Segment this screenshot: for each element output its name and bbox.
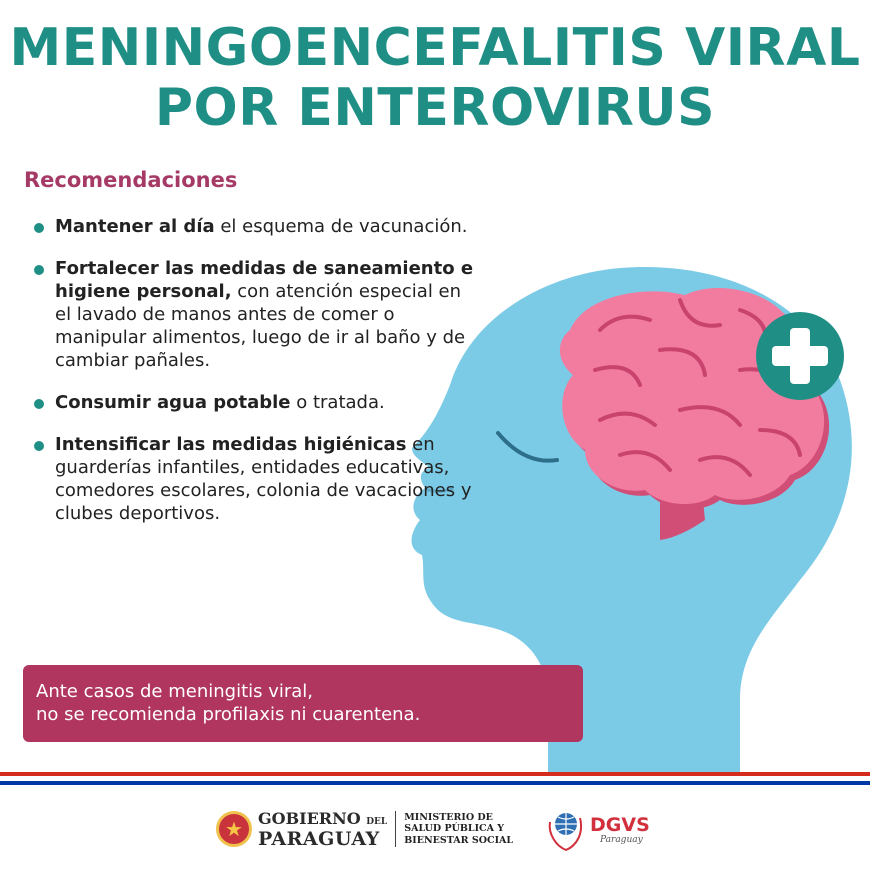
note-line-2: no se recomienda profilaxis ni cuarentena.	[36, 704, 421, 725]
title-line-2: POR ENTEROVIRUS	[154, 78, 716, 138]
plus-icon	[756, 312, 844, 400]
item-bold: Mantener al día	[55, 216, 215, 237]
ministry-name	[404, 812, 513, 847]
ministry-line-2: SALUD PÚBLICA Y	[404, 823, 505, 835]
ministry-line-1: MINISTERIO DE	[404, 811, 493, 823]
item-text: en guarderías infantiles, entidades educativas, comedores escolares, colonia de vacaciones y clubes deportivos.	[55, 434, 472, 524]
section-subtitle: Recomendaciones	[24, 168, 238, 192]
item-text: el esquema de vacunación.	[214, 216, 468, 237]
title-line-1: MENINGOENCEFALITIS VIRAL	[9, 18, 861, 78]
government-name	[258, 810, 387, 848]
gov-line-2: PARAGUAY	[258, 828, 380, 850]
item-bold: Consumir agua potable	[55, 392, 291, 413]
footer	[0, 800, 870, 870]
recommendations-list	[34, 215, 474, 544]
globe-icon	[546, 808, 586, 852]
list-item	[34, 391, 474, 414]
bullet-icon	[34, 223, 44, 233]
shield-icon: ★	[216, 811, 252, 847]
note-line-1: Ante casos de meningitis viral,	[36, 681, 314, 702]
bullet-icon	[34, 265, 44, 275]
list-item	[34, 433, 474, 525]
item-bold: Intensificar las medidas higiénicas	[55, 434, 407, 455]
list-item	[34, 215, 474, 238]
item-text: con atención especial en el lavado de manos antes de comer o manipular alimentos, luego de ir al baño y de cambiar pañales.	[55, 281, 466, 371]
ministry-line-3: BIENESTAR SOCIAL	[404, 834, 514, 846]
dgvs-subtitle: Paraguay	[600, 835, 643, 845]
note-banner	[23, 665, 583, 742]
government-logo	[216, 810, 513, 848]
gov-line-1: GOBIERNO	[258, 809, 361, 828]
bullet-icon	[34, 441, 44, 451]
dgvs-title: DGVS	[590, 814, 650, 836]
dgvs-logo	[546, 808, 650, 852]
stripe-blue	[0, 781, 870, 785]
bullet-icon	[34, 399, 44, 409]
divider	[395, 811, 396, 847]
item-bold: Fortalecer las medidas de saneamiento e higiene personal,	[55, 258, 474, 302]
gov-del: DEL	[366, 817, 388, 827]
flag-stripes	[0, 772, 870, 785]
item-text: o tratada.	[290, 392, 385, 413]
list-item	[34, 257, 474, 372]
page-title	[0, 18, 870, 138]
